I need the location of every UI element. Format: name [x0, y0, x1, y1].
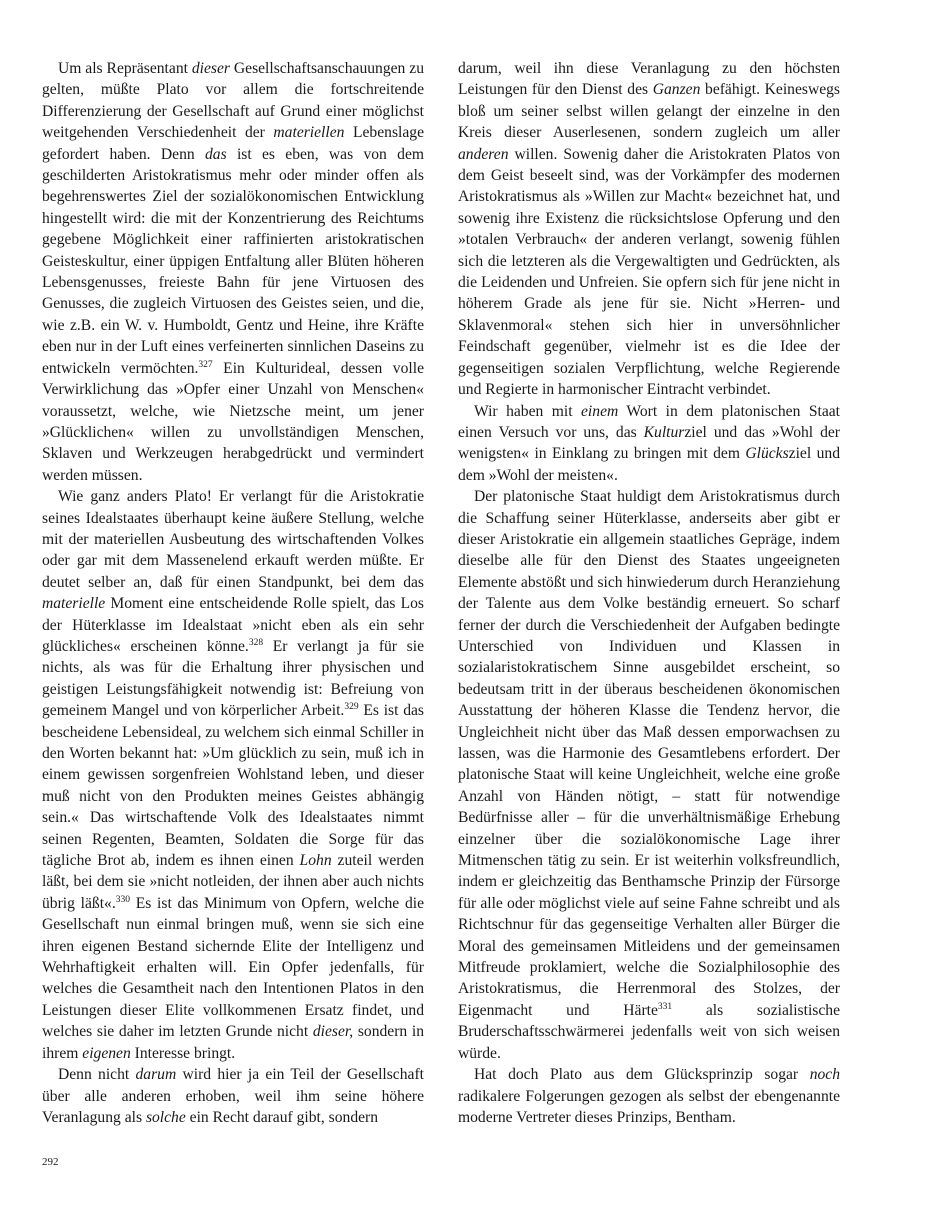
emphasis: eigenen	[82, 1044, 131, 1062]
paragraph: Wie ganz anders Plato! Er verlangt für die Aristokratie seines Idealstaates überhaupt keine äußere Stellung, welche mit der materiellen Ausbeutung des wirtschaftenden Volkes oder gar mit dem Massenelend erkauft werden müßte. Er deutet selber an, daß für einen Standpunkt, bei dem das materielle Moment eine entscheidende Rolle spielt, das Los der Hüterklasse im Idealstaat »nicht eben als ein sehr glückliches« erscheinen könne.$^{328}$ Er verlangt ja für sie nichts, als was für die Erhaltung ihrer physischen und geistigen Leistungsfähigkeit notwendig ist: Befreiung von gemeinem Mangel und von körperlicher Arbeit.$^{329}$ Es ist das bescheidene Lebensideal, zu welchem sich einmal Schiller in den Worten bekannt hat: »Um glücklich zu sein, muß ich in einem gewissen sorgenfreien Wohlstand leben, und dieser muß nicht von den Produkten meines Geistes abhängig sein.« Das wirtschaftende Volk des Idealstaates nimmt seinen Regenten, Beamten, Soldaten die Sorge für das tägliche Brot ab, indem es ihnen einen Lohn zuteil werden läßt, bei dem sie »nicht notleiden, der ihnen aber auch nichts übrig läßt«.$^{330}$ Es ist das Minimum von Opfern, welche die Gesellschaft nun einmal bringen muß, wenn sie sich eine ihren eigenen Bestand sichernde Elite der Intelligenz und Wehrhaftigkeit erhalten will. Ein Opfer jedenfalls, für welches die Gesamtheit nach den Intentionen Platos in den Leistungen dieser Elite vollkommenen Ersatz findet, und welches sie daher im letzten Grunde nicht dieser, sondern in ihrem eigenen Interesse bringt.	[42, 488, 425, 1062]
paragraph: Wir haben mit einem Wort in dem platonischen Staat einen Versuch vor uns, das Kulturziel und das »Wohl der wenigsten« in Einklang zu bringen mit dem Glücksziel und dem »Wohl der meisten«.	[458, 402, 840, 484]
emphasis: das	[204, 145, 227, 163]
emphasis: Lohn	[299, 852, 332, 870]
emphasis: darum	[135, 1066, 177, 1084]
footnote-ref[interactable]: 329	[344, 702, 359, 713]
emphasis: Glücks	[745, 445, 789, 463]
paragraph: Denn nicht darum wird hier ja ein Teil der Gesellschaft über alle anderen erhoben, weil ihm seine höhere Veranlagung als solche ein Recht darauf gibt, sondern	[42, 1066, 424, 1126]
emphasis: dieser,	[312, 1023, 354, 1041]
emphasis: noch	[809, 1066, 840, 1084]
left-column	[42, 58, 424, 1128]
emphasis: materielle	[42, 595, 106, 613]
emphasis: dieser	[191, 60, 230, 77]
paragraph: Hat doch Plato aus dem Glücksprinzip sogar noch radikalere Folgerungen gezogen als selbst der ebengenannte moderne Vertreter dieses Prinzips, Bentham.	[458, 1066, 840, 1126]
right-column	[458, 58, 840, 1128]
emphasis: materiellen	[273, 124, 345, 142]
emphasis: einem	[581, 402, 619, 420]
page-number: 292	[42, 1156, 59, 1168]
footnote-ref[interactable]: 330	[115, 894, 130, 905]
emphasis: anderen	[458, 145, 509, 163]
emphasis: solche	[145, 1108, 186, 1126]
footnote-ref[interactable]: 331	[657, 1001, 673, 1012]
emphasis: Kultur	[643, 423, 685, 441]
paragraph-continued: darum, weil ihn diese Veranlagung zu den höchsten Leistungen für den Dienst des Ganzen befähigt. Keineswegs bloß um seiner selbst willen gelangt der einzelne in den Kreis dieser Auserlesenen, sondern zugleich um aller anderen willen. Sowenig daher die Aristokraten Platos von dem Geist beseelt sind, was der Vorkämpfer des modernen Aristokratismus als »Willen zur Macht« bezeichnet hat, und sowenig ihre Existenz die rücksichtslose Opferung und den »totalen Verbrauch« der anderen verlangt, sowenig fühlen sich die letzteren als die Vergewaltigten und Gedrückten, als die Leidenden und Unfreien. Sie opfern sich für jene nicht in höherem Grade als jene für sie. Nicht »Herren- und Sklavenmoral« stehen sich hier in unversöhnlicher Feindschaft gegenüber, vielmehr ist es die Idee der gegenseitigen sozialen Verpflichtung, welche Regierende und Regierte in harmonischer Eintracht verbindet.	[458, 60, 841, 399]
footnote-ref[interactable]: 327	[198, 359, 213, 370]
paragraph: Um als Repräsentant dieser Gesellschaftsanschauungen zu gelten, müßte Plato vor allem die fortschreitende Differenzierung der Gesellschaft auf Grund einer möglichst weitgehenden Verschiedenheit der materiellen Lebenslage gefordert haben. Denn das ist es eben, was von dem geschilderten Aristokratismus mehr oder minder offen als begehrenswertes Ziel der sozialökonomischen Entwicklung hingestellt wird: die mit der Konzentrierung des Reichtums gegebene Möglichkeit einer raffinierten aristokratischen Geisteskultur, einer üppigen Entfaltung aller Blüten höheren Lebensgenusses, freieste Bahn für jene Virtuosen des Genusses, die zugleich Virtuosen des Geistes seien, und die, wie z.B. ein W. v. Humboldt, Gentz und Heine, ihre Kräfte eben nur in der Luft eines verfeinerten sinnlichen Daseins zu entwickeln vermöchten.$^{327}$ Ein Kulturideal, dessen volle Verwirklichung das »Opfer einer Unzahl von Menschen« voraussetzt, welche, wie Nietzsche meint, um jener »Glücklichen« willen zu unvollständigen Menschen, Sklaven und Werkzeugen herabgedrückt und vermindert werden müssen.	[42, 60, 425, 484]
paragraph: Der platonische Staat huldigt dem Aristokratismus durch die Schaffung seiner Hüterklasse, anderseits aber gibt er dieser Aristokratie ein allgemein staatliches Gepräge, indem dieselbe alle für den Dienst des Staates ungeeigneten Elemente abstößt und sich hinwiederum durch Heranziehung der Talente aus dem Volke beständig erneuert. So scharf ferner der durch die Verschiedenheit der Aufgaben bedingte Unterschied von Individuen und Klassen in sozialaristokratischem Sinne ausgebildet erscheint, so bedeutsam tritt in der überaus bescheidenen ökonomischen Ausstattung der höheren Klasse die Tendenz hervor, die Ungleichheit nicht über das Maß dessen emporwachsen zu lassen, was die Harmonie des Gesamtlebens erfordert. Der platonische Staat will keine Ungleichheit, welche eine große Anzahl von Händen nötigt, – statt für notwendige Bedürfnisse aller – für die unverhältnismäßige Erhebung einzelner über die sozialökonomische Lage ihrer Mitmenschen tätig zu sein. Er ist weiterhin volksfreundlich, indem er gleichzeitig das Benthamsche Prinzip der Fürsorge für alle oder möglichst viele auf seine Fahne schreibt und als Richtschnur für das gegenseitige Verhalten aller Bürger die Moral des gemeinsamen Mitleidens und der gemeinsamen Mitfreude proklamiert, welche die Sozialphilosophie des Aristokratismus, die Herrenmoral des Stolzes, der Eigenmacht und Härte$^{331}$ als sozialistische Bruderschaftsschwärmerei jedenfalls weit von sich weisen würde.	[458, 488, 840, 1062]
footnote-ref[interactable]: 328	[248, 637, 264, 648]
emphasis: Ganzen	[652, 81, 701, 99]
